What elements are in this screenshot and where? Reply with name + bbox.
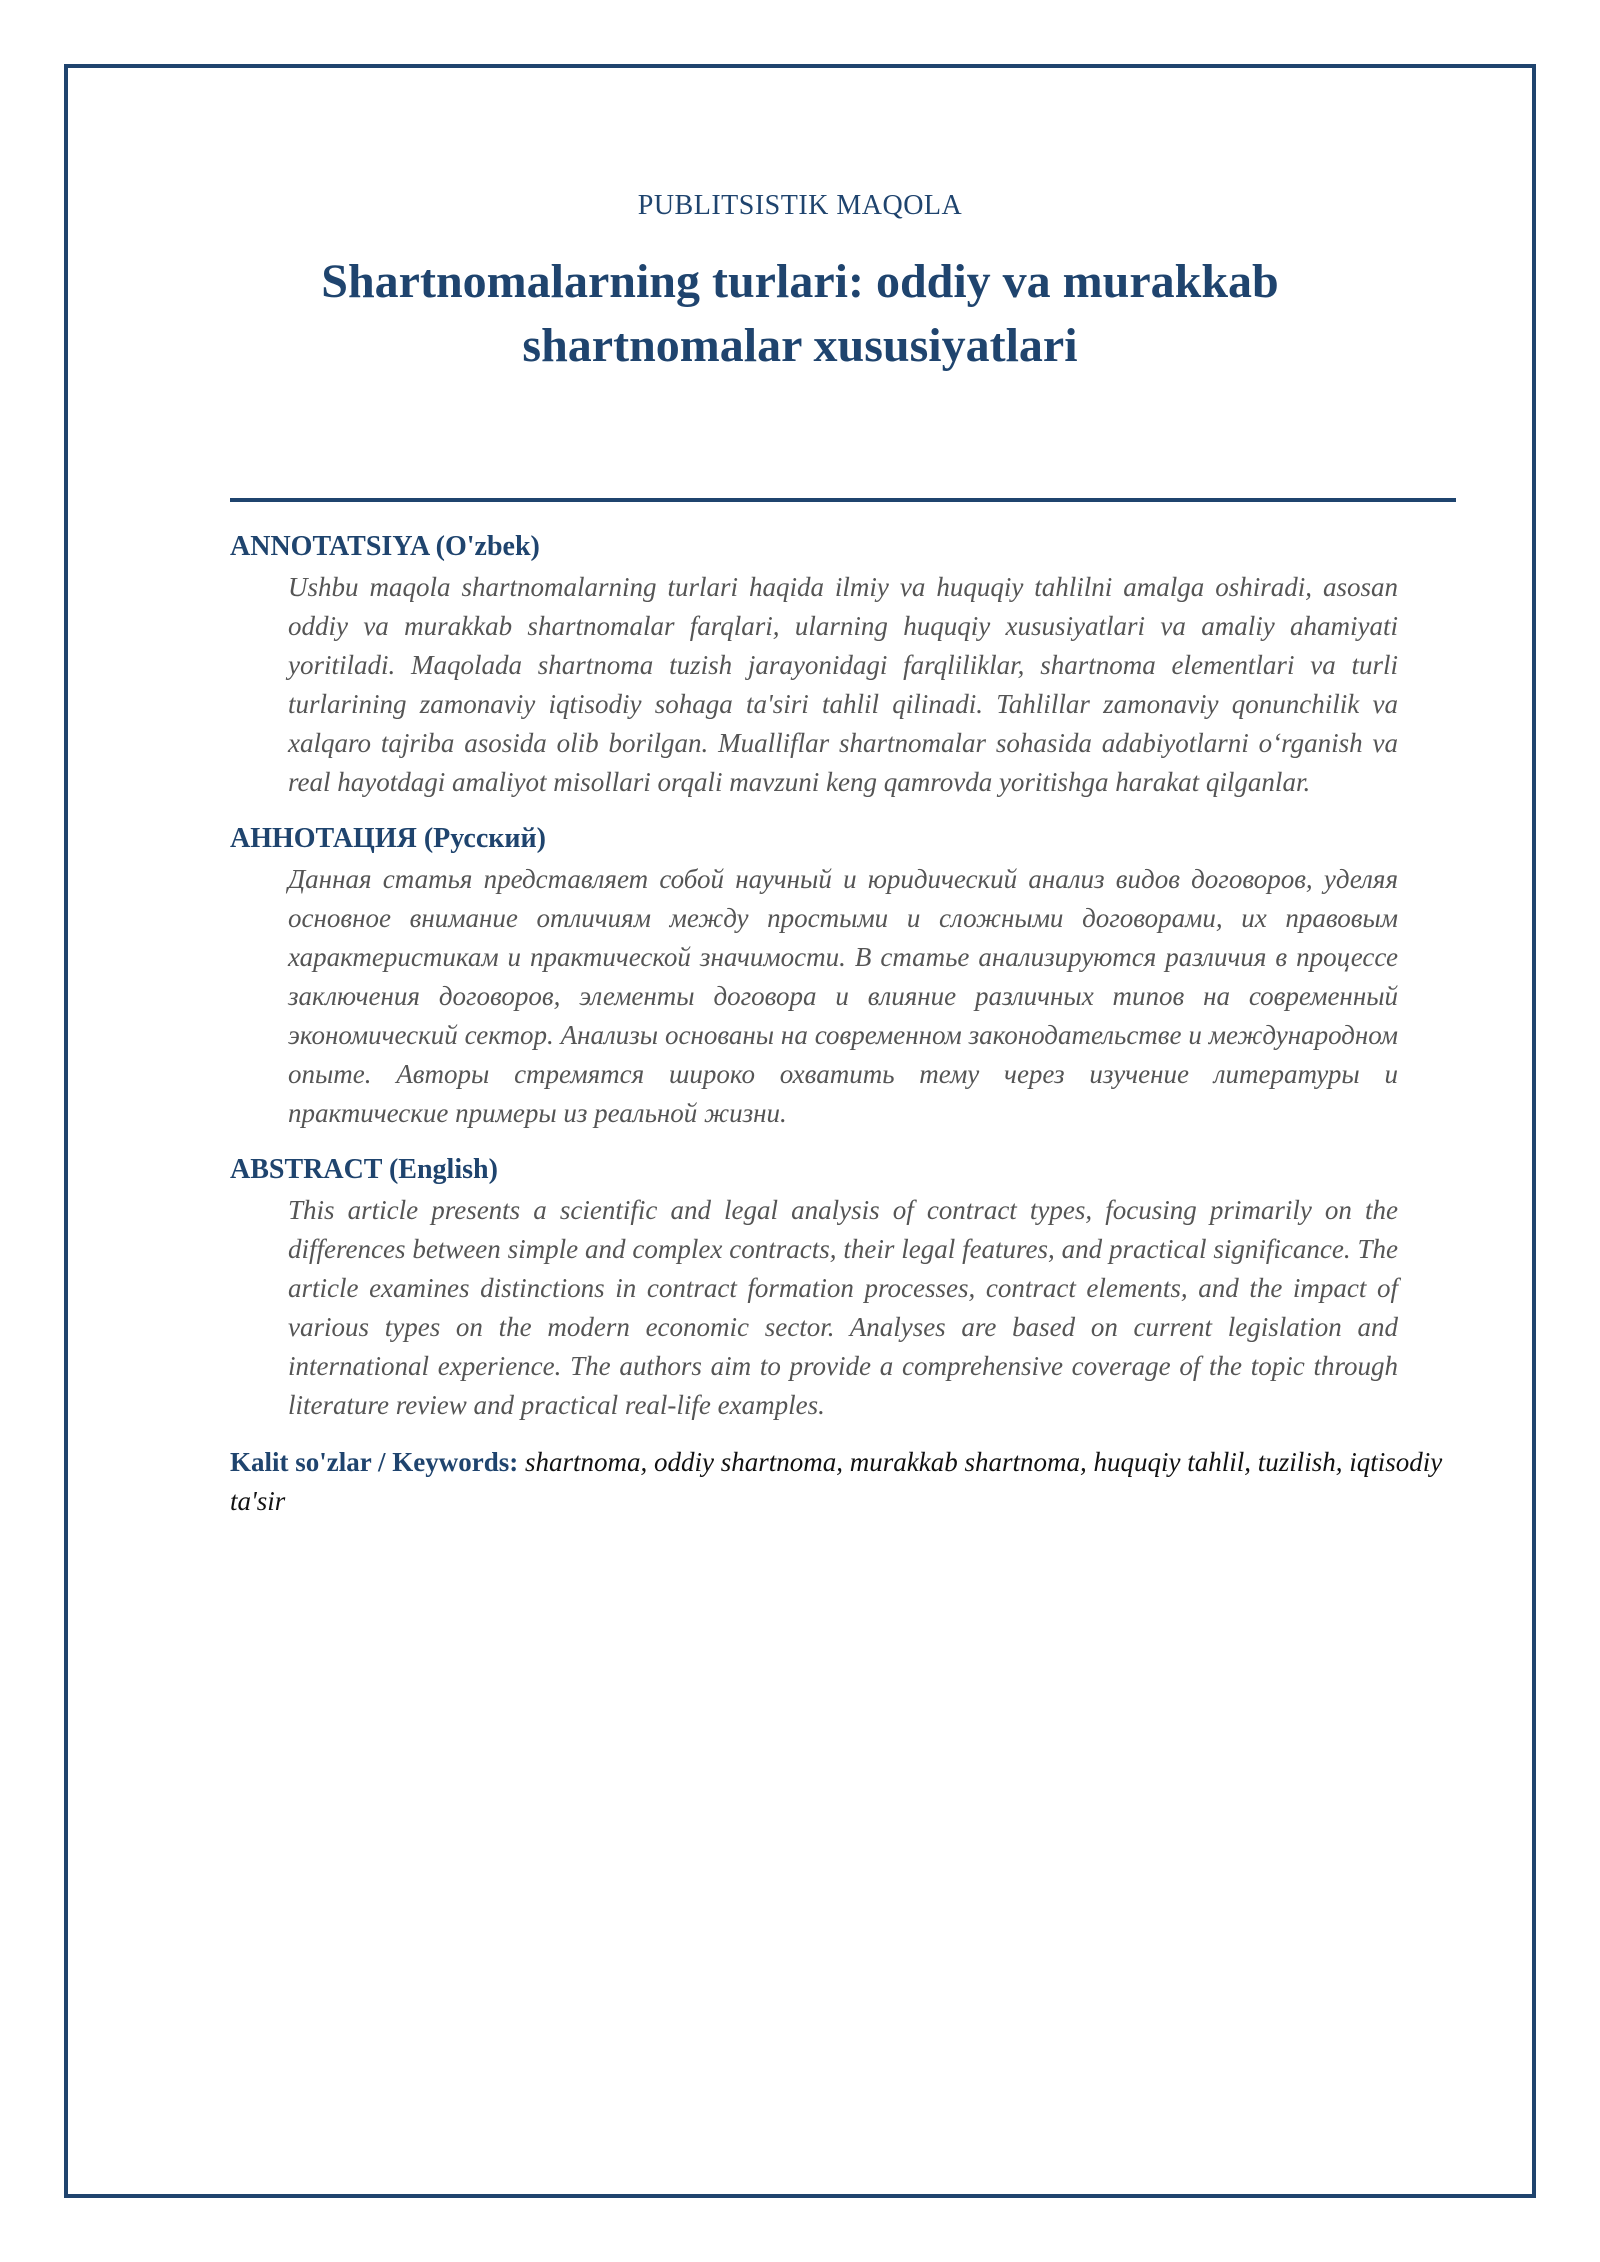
abstract-section-english: [230, 1151, 1456, 1425]
section-heading: АННОТАЦИЯ (Русский): [230, 823, 546, 854]
article-category: PUBLITSISTIK MAQOLA: [637, 190, 963, 221]
section-heading: ABSTRACT (English): [230, 1154, 498, 1185]
section-body: Данная статья представляет собой научный и юридический анализ видов договоров, уделяя основное внимание отличиям между простыми и сложными договорами, их правовым характеристикам и практической значимости. В статье анализируются различия в процессе заключения договоров, элементы договора и влияние различных типов на современный экономический сектор. Анализы основаны на современном законодательстве и международном опыте. Авторы стремятся широко охватить тему через изучение литературы и практические примеры из реальной жизни.: [288, 864, 1398, 1128]
section-body: Ushbu maqola shartnomalarning turlari haqida ilmiy va huquqiy tahlilni amalga oshiradi, asosan oddiy va murakkab shartnomalar farqlari, ularning huquqiy xususiyatlari va amaliy ahamiyati yoritiladi. Maqolada shartnoma tuzish jarayonidagi farqliliklar, shartnoma elementlari va turli turlarining zamonaviy iqtisodiy sohaga ta'siri tahlil qilinadi. Tahlillar zamonaviy qonunchilik va xalqaro tajriba asosida olib borilgan. Mualliflar shartnomalar sohasida adabiyotlarni o‘rganish va real hayotdagi amaliyot misollari orqali mavzuni keng qamrovda yoritishga harakat qilganlar.: [288, 572, 1398, 797]
abstract-section-russian: [230, 820, 1456, 1133]
abstract-content: [230, 528, 1456, 1521]
section-heading: ANNOTATSIYA (O'zbek): [230, 531, 540, 562]
title-divider: [230, 498, 1456, 502]
abstract-section-uzbek: [230, 528, 1456, 802]
keywords: [230, 1443, 1456, 1521]
section-body: This article presents a scientific and legal analysis of contract types, focusing primarily on the differences between simple and complex contracts, their legal features, and practical significance. The article examines distinctions in contract formation processes, contract elements, and the impact of various types on the modern economic sector. Analyses are based on current legislation and international experience. The authors aim to provide a comprehensive coverage of the topic through literature review and practical real-life examples.: [288, 1195, 1398, 1420]
article-title: Shartnomalarning turlari: oddiy va murakkab shartnomalar xususiyatlari: [321, 255, 1279, 372]
keywords-text: shartnoma, oddiy shartnoma, murakkab shartnoma, huquqiy tahlil, tuzilish, iqtisodiy ta'sir: [230, 1447, 1443, 1516]
keywords-label: Kalit so'zlar / Keywords:: [230, 1447, 519, 1477]
